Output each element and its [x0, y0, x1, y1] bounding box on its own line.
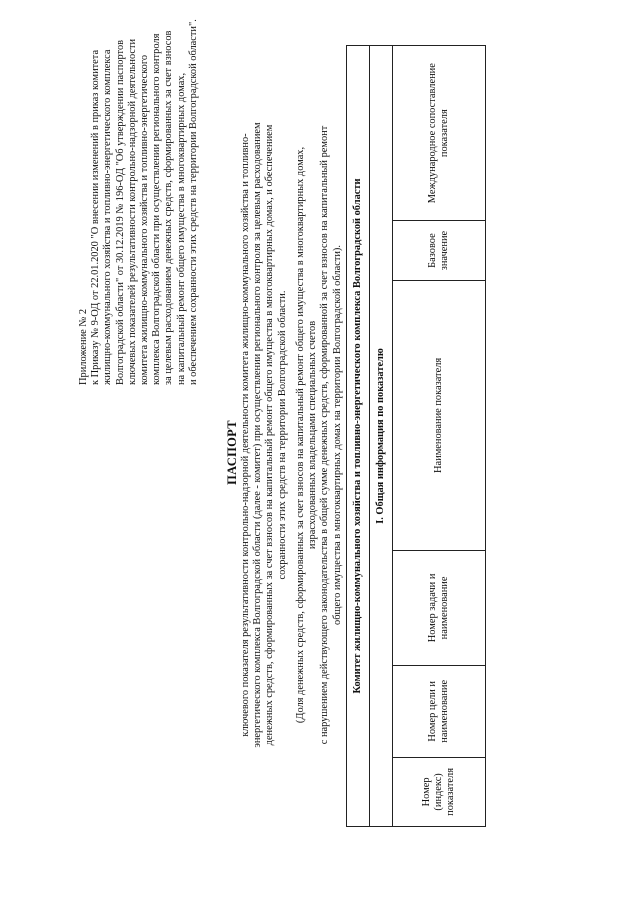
appendix-line: комитета жилищно-коммунального хозяйства и топливно-энергетического: [139, 54, 151, 385]
table-header-row: [393, 46, 486, 827]
appendix-line: ключевых показателей результативности контрольно-надзорной деятельности: [126, 38, 138, 385]
indicator-table: [346, 45, 486, 827]
appendix-line: к Приказу № 9-ОД от 22.01.2020 "О внесении изменений в приказ комитета: [90, 49, 102, 385]
passport-title: ПАСПОРТ: [225, 420, 239, 485]
appendix-line: Волгоградской области" от 30.12.2019 № 196-ОД "Об утверждении паспортов: [114, 39, 126, 385]
section-title-cell: I. Общая информация по показателю: [370, 46, 393, 827]
header-cell-goal: Номер цели и наименование: [393, 665, 486, 757]
indicator-line: общего имущества в многоквартирных домах на территории Волгоградской области).: [331, 245, 343, 625]
appendix-line: комплекса Волгоградской области при осуществлении регионального контроля: [151, 33, 163, 385]
indicator-line: с нарушением действующего законодательства в общей сумме денежных средств, сформированной за счет взносов на капитальный ремонт: [319, 125, 331, 745]
appendix-line: Приложение № 2: [78, 308, 89, 385]
passport-intro: [240, 25, 289, 845]
header-cell-task: Номер задачи и наименование: [393, 551, 486, 666]
header-cell-index: Номер (индекс) показателя: [393, 757, 486, 826]
appendix-line: на капитальный ремонт общего имущества в многоквартирных домах,: [175, 72, 187, 385]
header-cell-intl-comparison: Международное сопоставление показателя: [393, 46, 486, 221]
org-title-cell: Комитет жилищно-коммунального хозяйства и топливно-энергетического комплекса Волгоградской области: [347, 46, 370, 827]
intro-line: ключевого показателя результативности контрольно-надзорной деятельности комитета жилищно-коммунального хозяйства и топливно-: [240, 133, 251, 737]
indicator-description: [295, 25, 344, 845]
appendix-line: жилищно-коммунального хозяйства и топливно-энергетического комплекса: [102, 49, 114, 385]
table-row: [370, 46, 393, 827]
intro-line: энергетического комплекса Волгоградской области (далее - комитет) при осуществлении регионального контроля за целевым расходованием: [252, 122, 264, 748]
intro-line: денежных средств, сформированных за счет взносов на капитальный ремонт общего имущества в многоквартирных домах, и обеспечением: [264, 124, 276, 746]
header-cell-base-value: Базовое значение: [393, 221, 486, 280]
appendix-line: за целевым расходованием денежных средств, сформированных за счет взносов: [163, 30, 175, 385]
indicator-line: израсходованных владельцами специальных счетов: [307, 320, 319, 550]
header-cell-name: Наименование показателя: [393, 280, 486, 550]
appendix-line: и обеспечением сохранности этих средств на территории Волгоградской области".: [187, 19, 199, 385]
intro-line: сохранности этих средств на территории Волгоградской области.: [276, 290, 288, 580]
table-row: [347, 46, 370, 827]
appendix-header: [78, 20, 200, 385]
indicator-line: (Доля денежных средств, сформированных за счет взносов на капитальный ремонт общего имущества в многоквартирных домах,: [295, 146, 306, 724]
